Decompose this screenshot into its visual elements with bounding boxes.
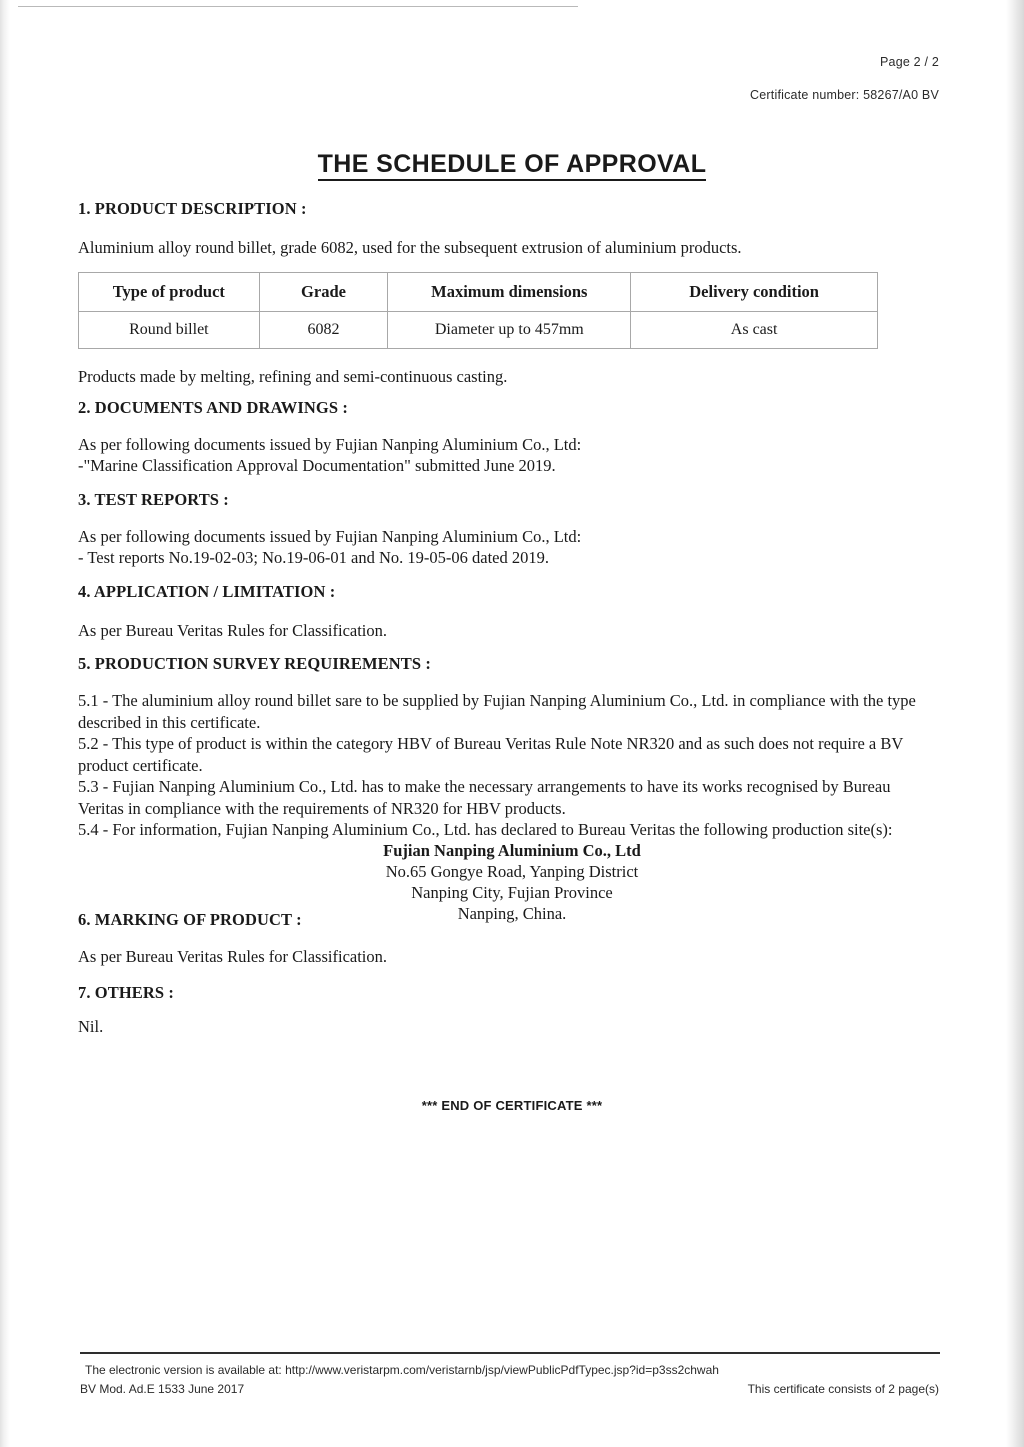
product-table [78,272,878,349]
footer-mod-reference: BV Mod. Ad.E 1533 June 2017 [80,1382,245,1396]
production-site-address-line-2: Nanping City, Fujian Province [411,883,613,902]
footer-electronic-version: The electronic version is available at: http://www.veristarpm.com/veristarnb/jsp/viewPublicPdfTypec.jsp?id=p3ss2chwah [85,1363,719,1377]
documents-line-1: As per following documents issued by Fujian Nanping Aluminium Co., Ltd: [78,435,582,454]
table-header-grade: Grade [259,273,388,312]
page-title-text: THE SCHEDULE OF APPROVAL [318,150,707,181]
production-survey-item-5-2: 5.2 - This type of product is within the category HBV of Bureau Veritas Rule Note NR320 and as such does not require a BV product certificate. [78,734,904,775]
marking-of-product-line-1: As per Bureau Veritas Rules for Classification. [78,947,388,966]
section-heading-others: 7. OTHERS : [78,983,174,1002]
application-limitation-line-1: As per Bureau Veritas Rules for Classification. [78,621,388,640]
section-heading-product-description: 1. PRODUCT DESCRIPTION : [78,199,307,218]
table-header-delivery-condition: Delivery condition [631,273,878,312]
documents-line-2: -"Marine Classification Approval Documentation" submitted June 2019. [78,456,556,475]
production-site-address-line-1: No.65 Gongye Road, Yanping District [385,862,639,881]
product-description-intro: Aluminium alloy round billet, grade 6082, used for the subsequent extrusion of aluminium products. [78,238,742,257]
page-title [0,150,1024,179]
production-site-company: Fujian Nanping Aluminium Co., Ltd [383,841,641,860]
cell-delivery-condition: As cast [631,312,878,349]
others-line-1: Nil. [78,1017,104,1036]
production-site-address-line-3: Nanping, China. [457,904,567,923]
table-header-max-dimensions: Maximum dimensions [388,273,631,312]
section-heading-documents-and-drawings: 2. DOCUMENTS AND DRAWINGS : [78,398,348,417]
section-heading-test-reports: 3. TEST REPORTS : [78,490,229,509]
section-heading-production-survey: 5. PRODUCTION SURVEY REQUIREMENTS : [78,654,431,673]
footer-divider [80,1352,940,1354]
product-description-note: Products made by melting, refining and semi-continuous casting. [78,367,508,386]
table-row [79,312,878,349]
production-survey-item-5-4: 5.4 - For information, Fujian Nanping Aluminium Co., Ltd. has declared to Bureau Veritas the following production site(s): [78,820,893,839]
certificate-number: Certificate number: 58267/A0 BV [750,88,939,102]
table-header-type: Type of product [79,273,260,312]
cell-type: Round billet [79,312,260,349]
table-header-row [79,273,878,312]
test-reports-line-1: As per following documents issued by Fujian Nanping Aluminium Co., Ltd: [78,527,582,546]
section-heading-marking-of-product: 6. MARKING OF PRODUCT : [78,910,302,929]
cell-max-dimensions: Diameter up to 457mm [388,312,631,349]
cell-grade: 6082 [259,312,388,349]
section-heading-application-limitation: 4. APPLICATION / LIMITATION : [78,582,336,601]
test-reports-line-2: - Test reports No.19-02-03; No.19-06-01 and No. 19-05-06 dated 2019. [78,548,549,567]
production-survey-item-5-3: 5.3 - Fujian Nanping Aluminium Co., Ltd. has to make the necessary arrangements to have its works recognised by Bureau Veritas in compliance with the requirements of NR320 for HBV products. [78,777,891,818]
page-number: Page 2 / 2 [880,55,939,69]
footer-page-count: This certificate consists of 2 page(s) [747,1382,939,1396]
production-survey-item-5-1: 5.1 - The aluminium alloy round billet sare to be supplied by Fujian Nanping Aluminium Co., Ltd. in compliance with the type described in this certificate. [78,691,916,732]
end-of-certificate: *** END OF CERTIFICATE *** [421,1098,603,1113]
